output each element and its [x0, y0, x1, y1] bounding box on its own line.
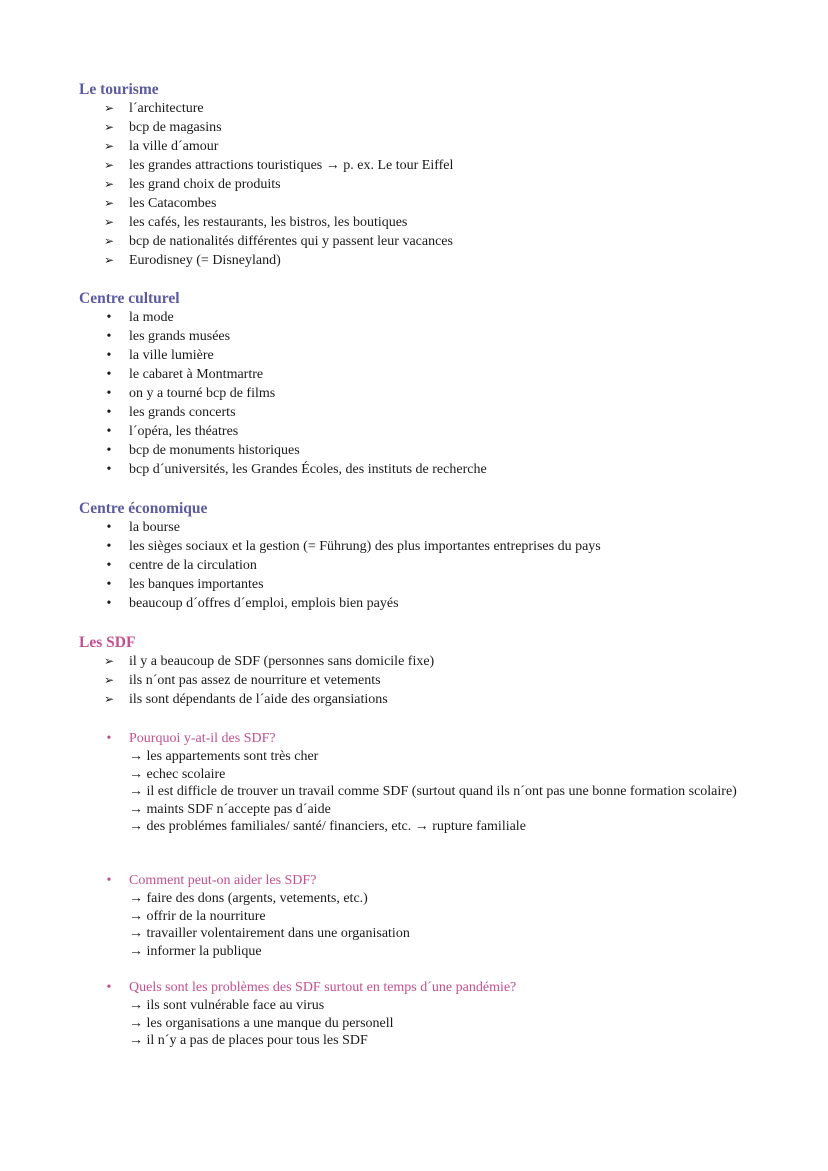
list-item: • beaucoup d´offres d´emploi, emplois bien payés — [79, 594, 779, 613]
sdf-list — [79, 652, 779, 709]
list-item: • la ville lumière — [79, 346, 779, 365]
dot-bullet-icon: • — [106, 386, 112, 401]
dot-bullet-icon: • — [106, 424, 112, 439]
answer-line: → faire des dons (argents, vetements, etc.) — [129, 891, 368, 906]
list-item: ➢ la ville d´amour — [103, 139, 219, 154]
answer-line: → il est difficle de trouver un travail comme SDF (surtout quand ils n´ont pas une bonne formation scolaire) — [129, 784, 737, 800]
list-item: ➢ bcp de nationalités différentes qui y passent leur vacances — [103, 234, 453, 249]
section-title-economique: Centre économique — [79, 500, 208, 517]
section-title-culturel: Centre culturel — [79, 290, 180, 307]
list-item: • les grands musées — [79, 327, 779, 346]
dot-bullet-icon: • — [106, 310, 112, 325]
dot-bullet-icon: • — [106, 329, 112, 344]
dot-bullet-icon: • — [106, 539, 112, 554]
answer-line: → maints SDF n´accepte pas d´aide — [129, 801, 331, 817]
answer-line: → travailler volentairement dans une organisation — [129, 926, 410, 942]
answer-line: → les organisations a une manque du personell — [129, 1015, 394, 1031]
section-title-tourisme: Le tourisme — [79, 81, 159, 98]
list-item: • les banques importantes — [79, 575, 779, 594]
culturel-list — [79, 308, 779, 479]
answer-line: → informer la publique — [129, 943, 262, 959]
list-item: • bcp d´universités, les Grandes Écoles, des instituts de recherche — [79, 460, 779, 479]
dot-bullet-icon: • — [106, 462, 112, 477]
section-tourisme — [79, 80, 779, 270]
list-item: ➢ l´architecture — [103, 101, 204, 116]
question-block-aider — [79, 872, 759, 960]
list-item: • l´opéra, les théatres — [79, 422, 779, 441]
section-economique — [79, 499, 779, 613]
list-item: ➢ il y a beaucoup de SDF (personnes sans domicile fixe) — [103, 654, 435, 669]
arrow-bullet-icon: ➢ — [103, 654, 115, 668]
dot-bullet-icon: • — [106, 980, 112, 995]
section-culturel — [79, 289, 779, 479]
dot-bullet-icon: • — [106, 731, 112, 746]
answer-line: → echec scolaire — [129, 766, 226, 782]
list-item: • les grands concerts — [79, 403, 779, 422]
list-item: • la mode — [79, 308, 779, 327]
dot-bullet-icon: • — [106, 577, 112, 592]
dot-bullet-icon: • — [106, 873, 112, 888]
arrow-bullet-icon: ➢ — [103, 234, 115, 248]
question-block-pourquoi — [79, 730, 759, 836]
arrow-bullet-icon: ➢ — [103, 253, 115, 267]
answer-line: → il n´y a pas de places pour tous les SDF — [129, 1033, 368, 1049]
dot-bullet-icon: • — [106, 520, 112, 535]
answer-line: → offrir de la nourriture — [129, 908, 266, 924]
list-item: • bcp de monuments historiques — [79, 441, 779, 460]
dot-bullet-icon: • — [106, 558, 112, 573]
arrow-bullet-icon: ➢ — [103, 196, 115, 210]
answer-line: → ils sont vulnérable face au virus — [129, 998, 325, 1013]
economique-list — [79, 518, 779, 613]
list-item: • le cabaret à Montmartre — [79, 365, 779, 384]
list-item: • centre de la circulation — [79, 556, 779, 575]
dot-bullet-icon: • — [106, 443, 112, 458]
list-item: ➢ Eurodisney (= Disneyland) — [103, 253, 281, 268]
arrow-bullet-icon: ➢ — [103, 158, 115, 172]
answer-line: → des problémes familiales/ santé/ financiers, etc. → rupture familiale — [129, 819, 526, 835]
dot-bullet-icon: • — [106, 405, 112, 420]
list-item: ➢ les Catacombes — [103, 196, 217, 211]
list-item: ➢ les cafés, les restaurants, les bistros, les boutiques — [103, 215, 408, 230]
dot-bullet-icon: • — [106, 348, 112, 363]
list-item: ➢ bcp de magasins — [103, 120, 222, 135]
arrow-bullet-icon: ➢ — [103, 139, 115, 153]
question-title: • Comment peut-on aider les SDF? — [79, 872, 759, 890]
list-item: • on y a tourné bcp de films — [79, 384, 779, 403]
question-block-pandemie — [79, 979, 759, 1050]
dot-bullet-icon: • — [106, 367, 112, 382]
answer-line: → les appartements sont très cher — [129, 749, 319, 764]
tourisme-list — [79, 99, 779, 270]
arrow-bullet-icon: ➢ — [103, 101, 115, 115]
arrow-bullet-icon: ➢ — [103, 120, 115, 134]
section-sdf — [79, 633, 779, 709]
list-item: • la bourse — [79, 518, 779, 537]
question-title: • Pourquoi y-at-il des SDF? — [79, 730, 759, 748]
list-item: ➢ les grandes attractions touristiques → p. ex. Le tour Eiffel — [103, 158, 454, 173]
list-item: ➢ les grand choix de produits — [103, 177, 281, 192]
arrow-bullet-icon: ➢ — [103, 673, 115, 687]
list-item: • les sièges sociaux et la gestion (= Führung) des plus importantes entreprises du pays — [79, 537, 779, 556]
arrow-bullet-icon: ➢ — [103, 177, 115, 191]
dot-bullet-icon: • — [106, 596, 112, 611]
section-title-sdf: Les SDF — [79, 634, 136, 651]
arrow-bullet-icon: ➢ — [103, 215, 115, 229]
list-item: ➢ ils n´ont pas assez de nourriture et vetements — [103, 673, 381, 688]
arrow-bullet-icon: ➢ — [103, 692, 115, 706]
question-title: • Quels sont les problèmes des SDF surtout en temps d´une pandémie? — [79, 979, 759, 997]
list-item: ➢ ils sont dépendants de l´aide des organsiations — [103, 692, 388, 707]
